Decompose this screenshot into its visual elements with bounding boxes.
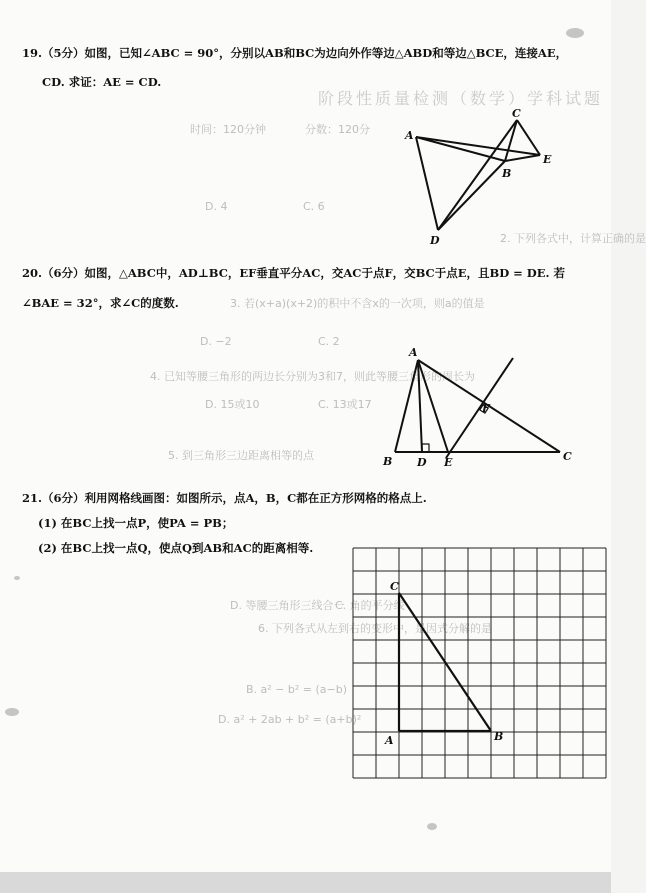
figure-19	[405, 105, 575, 250]
ghost-time: 时间：120分钟	[190, 123, 266, 136]
q19-line2: CD. 求证：AE = CD.	[42, 75, 162, 89]
label-E: E	[444, 456, 453, 469]
q21-line3: (2) 在BC上找一点Q，使点Q到AB和AC的距离相等.	[38, 541, 314, 555]
segment-DB	[438, 161, 505, 230]
viewer-footer-bar	[0, 872, 611, 893]
q19-line1: 19.（5分）如图，已知∠ABC = 90°，分别以AB和BC为边向外作等边△ABD和等边△BCE，连接AE，	[22, 46, 568, 60]
q20-line1: 20.（6分）如图，△ABC中，AD⊥BC，EF垂直平分AC，交AC于点F，交BC于点E，且BD = DE. 若	[22, 266, 566, 280]
label-F: F	[482, 402, 490, 415]
ghost-line-b: 3. 若(x+a)(x+2)的积中不含x的一次项，则a的值是	[230, 297, 485, 310]
label-B: B	[494, 730, 504, 743]
figure-21-grid	[350, 548, 612, 780]
scan-speck	[5, 708, 19, 716]
ghost-item-d: D. 4	[205, 200, 228, 213]
q21-line2: (1) 在BC上找一点P，使PA = PB；	[38, 516, 234, 530]
label-A: A	[405, 129, 414, 142]
label-B: B	[383, 455, 393, 468]
label-D: D	[430, 234, 440, 247]
scan-speck	[566, 28, 584, 38]
ghost-line-j: B. a² − b² = (a−b)	[246, 683, 348, 696]
segment-BE	[505, 155, 540, 161]
ghost-line-k: D. a² + 2ab + b² = (a+b)²	[218, 713, 362, 726]
ghost-line-i: 6. 下列各式从左到右的变形中，是因式分解的是	[258, 622, 492, 635]
label-A: A	[409, 346, 418, 359]
scan-speck	[14, 576, 20, 580]
label-D: D	[417, 456, 427, 469]
ghost-line-m: C. 角的平分线	[335, 599, 405, 612]
q21-line1: 21.（6分）利用网格线画图：如图所示，点A，B，C都在正方形网格的格点上.	[22, 491, 427, 505]
ghost-title: 阶段性质量检测（数学）学科试题	[318, 89, 604, 108]
label-C: C	[563, 450, 572, 463]
figure-20	[378, 340, 583, 475]
ghost-line-e: 4. 已知等腰三角形的两边长分别为3和7，则此等腰三角形的周长为	[150, 370, 475, 383]
perpendicular-bisector-EF	[446, 358, 513, 458]
segment-AE	[416, 137, 540, 155]
ghost-line-c: C. 2	[318, 335, 340, 348]
ghost-line-a: 2. 下列各式中，计算正确的是	[500, 232, 646, 245]
label-C: C	[512, 107, 521, 120]
ghost-line-l: D. 等腰三角形三线合一	[230, 599, 345, 612]
ghost-score: 分数：120分	[305, 123, 370, 136]
segment-AB	[416, 137, 505, 161]
ghost-line-f: C. 13或17	[318, 398, 372, 411]
ghost-line-h: 5. 到三角形三边距离相等的点	[168, 449, 314, 462]
segment-AE	[418, 360, 448, 452]
right-angle-marker	[422, 444, 429, 452]
segment-AD	[418, 360, 422, 452]
q20-line2: ∠BAE = 32°，求∠C的度数.	[22, 296, 179, 310]
segment-AB	[395, 360, 418, 452]
label-A: A	[385, 734, 394, 747]
label-B: B	[502, 167, 512, 180]
segment-AD	[416, 137, 438, 230]
segment-BC	[505, 120, 517, 161]
ghost-line-g: D. 15或10	[205, 398, 260, 411]
scan-speck	[427, 823, 437, 830]
label-E: E	[543, 153, 552, 166]
segment-CE	[517, 120, 540, 155]
label-C: C	[390, 580, 399, 593]
ghost-line-d: D. −2	[200, 335, 232, 348]
ghost-item-c: C. 6	[303, 200, 325, 213]
